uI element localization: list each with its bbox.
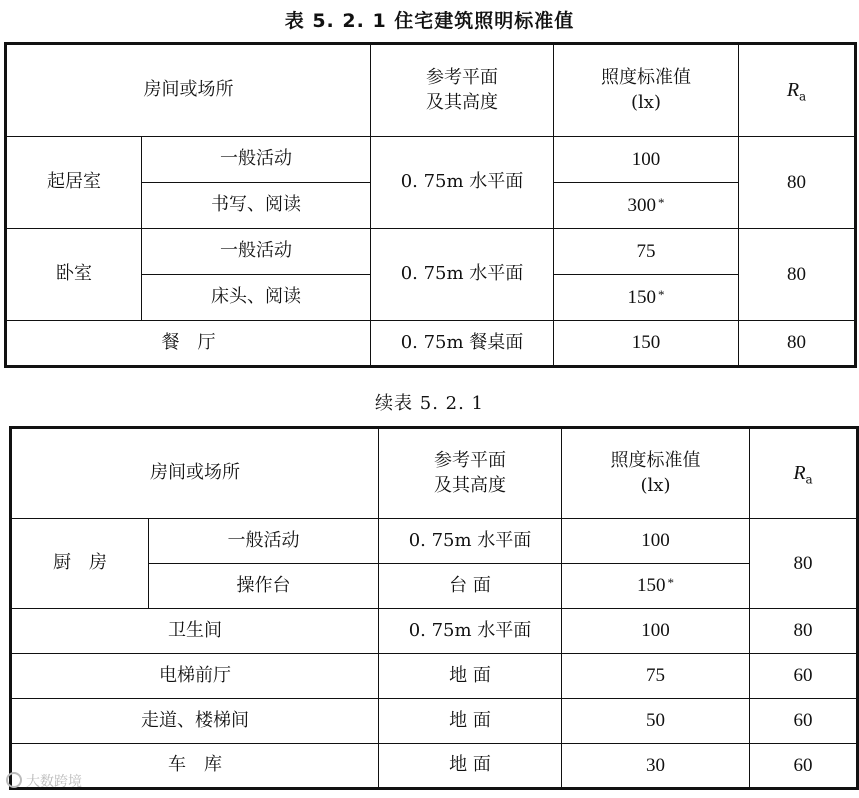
plane-cell: 0. 75m 水平面 xyxy=(371,229,554,321)
lux-cell xyxy=(562,564,750,609)
plane-cell: 地 面 xyxy=(379,744,562,789)
activity-cell: 一般活动 xyxy=(149,519,379,564)
watermark-logo-icon xyxy=(6,772,22,788)
header-illuminance xyxy=(554,44,739,137)
continued-table-title: 续表 5. 2. 1 xyxy=(375,393,484,414)
ra-cell: 60 xyxy=(750,699,858,744)
header-reference-plane xyxy=(371,44,554,137)
lux-value: 150 xyxy=(637,575,666,597)
watermark-text: 大数跨境 xyxy=(26,774,82,790)
plane-cell: 台 面 xyxy=(379,564,562,609)
ra-cell: 80 xyxy=(750,609,858,654)
activity-cell: 书写、阅读 xyxy=(142,183,371,229)
table-header-row xyxy=(11,428,858,519)
watermark xyxy=(6,771,82,791)
lux-cell: 30 xyxy=(562,744,750,789)
plane-cell: 0. 75m 水平面 xyxy=(379,609,562,654)
room-name: 卧室 xyxy=(6,229,142,321)
lux-cell: 100 xyxy=(562,609,750,654)
table-title: 表 5. 2. 1 住宅建筑照明标准值 xyxy=(284,10,575,32)
header-plane-line1: 参考平面 xyxy=(434,450,506,472)
ra-cell: 80 xyxy=(739,321,856,367)
lux-cell: 150 xyxy=(554,321,739,367)
lux-value: 300 xyxy=(627,194,656,216)
header-reference-plane xyxy=(379,428,562,519)
lux-value: 150 xyxy=(627,286,656,308)
header-place: 房间或场所 xyxy=(11,428,379,519)
lux-cell xyxy=(554,137,739,183)
table-row xyxy=(11,609,858,654)
header-illum-line2: (lx) xyxy=(640,474,671,496)
ra-letter: R xyxy=(793,461,806,484)
ra-subscript: a xyxy=(805,472,813,487)
activity-cell: 一般活动 xyxy=(142,229,371,275)
activity-cell: 操作台 xyxy=(149,564,379,609)
header-ra xyxy=(750,428,858,519)
lux-value: 100 xyxy=(641,530,670,552)
ra-letter: R xyxy=(786,78,800,101)
lighting-standard-table-continued xyxy=(9,426,859,790)
ra-cell: 60 xyxy=(750,744,858,789)
room-name: 厨 房 xyxy=(11,519,149,609)
lux-value: 100 xyxy=(631,148,661,170)
ra-cell: 80 xyxy=(750,519,858,609)
room-name: 餐 厅 xyxy=(6,321,371,367)
header-plane-line2: 及其高度 xyxy=(426,91,498,113)
header-illum-line2: (lx) xyxy=(631,91,661,113)
lux-cell xyxy=(554,275,739,321)
lux-cell: 50 xyxy=(562,699,750,744)
activity-cell: 一般活动 xyxy=(142,137,371,183)
header-illum-line1: 照度标准值 xyxy=(610,450,701,472)
activity-cell: 床头、阅读 xyxy=(142,275,371,321)
plane-cell: 0. 75m 水平面 xyxy=(379,519,562,564)
lux-value: 75 xyxy=(636,240,656,262)
room-name: 卫生间 xyxy=(11,609,379,654)
plane-cell: 0. 75m 餐桌面 xyxy=(371,321,554,367)
ra-subscript: a xyxy=(799,89,807,104)
lux-cell xyxy=(554,183,739,229)
ra-cell: 80 xyxy=(739,137,856,229)
room-name: 电梯前厅 xyxy=(11,654,379,699)
table-row xyxy=(6,321,856,367)
table-row xyxy=(11,519,858,564)
ra-cell: 80 xyxy=(739,229,856,321)
lux-cell xyxy=(562,519,750,564)
plane-cell: 地 面 xyxy=(379,654,562,699)
header-plane-line2: 及其高度 xyxy=(434,474,506,496)
header-illum-line1: 照度标准值 xyxy=(601,67,691,89)
plane-cell: 地 面 xyxy=(379,699,562,744)
room-name: 走道、楼梯间 xyxy=(11,699,379,744)
header-illuminance xyxy=(562,428,750,519)
table-header-row xyxy=(6,44,856,137)
table-row xyxy=(6,229,856,275)
room-name: 起居室 xyxy=(6,137,142,229)
lux-cell: 75 xyxy=(562,654,750,699)
footnote-star: * xyxy=(658,194,665,210)
table-row xyxy=(11,699,858,744)
header-place: 房间或场所 xyxy=(6,44,371,137)
lux-cell xyxy=(554,229,739,275)
room-name: 车 库 xyxy=(11,744,379,789)
header-ra xyxy=(739,44,856,137)
plane-cell: 0. 75m 水平面 xyxy=(371,137,554,229)
header-plane-line1: 参考平面 xyxy=(426,67,498,89)
footnote-star: * xyxy=(658,286,665,302)
footnote-star: * xyxy=(667,575,674,591)
lighting-standard-table xyxy=(4,42,857,368)
table-row xyxy=(11,744,858,789)
table-row xyxy=(11,654,858,699)
ra-cell: 60 xyxy=(750,654,858,699)
table-row xyxy=(6,137,856,183)
